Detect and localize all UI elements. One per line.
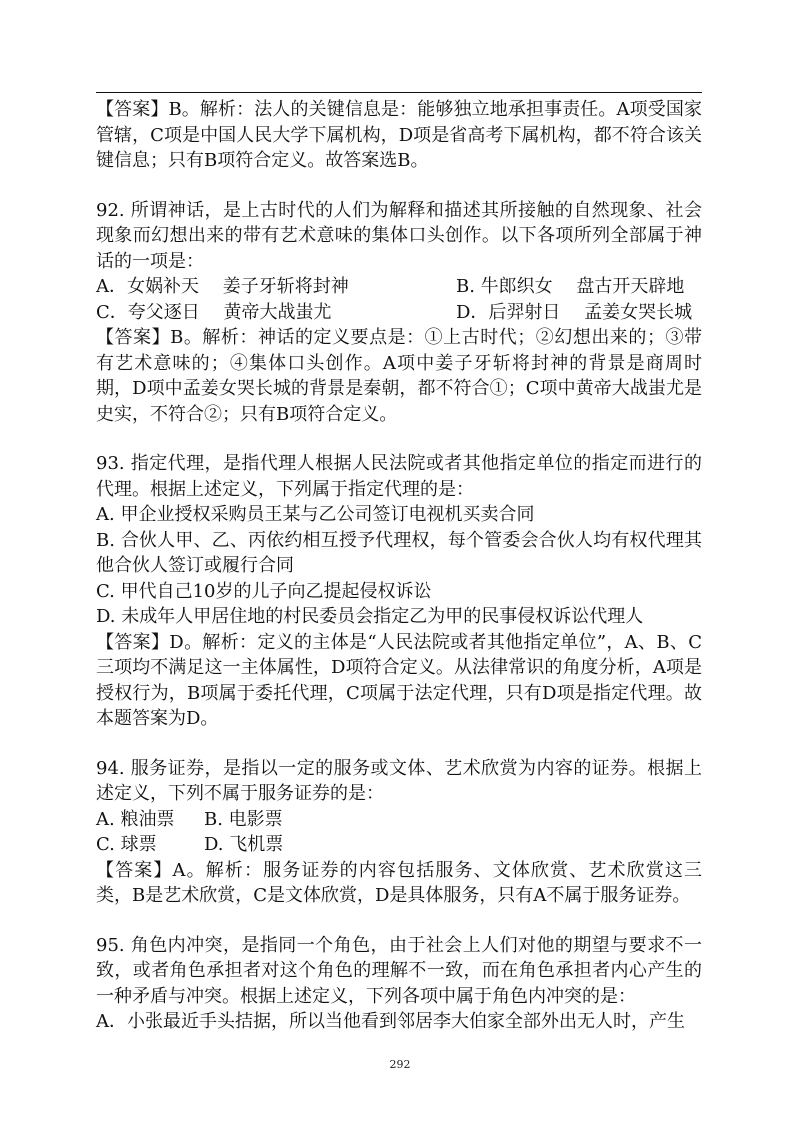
q94-options-row2 [96, 832, 702, 858]
q94-answer: 【答案】A。解析：服务证券的内容包括服务、文体欣赏、艺术欣赏这三类，B是艺术欣赏，C是文体欣赏，D是具体服务，只有A不属于服务证券。 [96, 859, 702, 906]
question-93 [96, 451, 702, 732]
q94-options-row1 [96, 807, 702, 833]
q92-option-b: B. 牛郎织女 盘古开天辟地 [456, 276, 685, 297]
q92-option-d: D．后羿射日 孟姜女哭长城 [456, 301, 693, 323]
q93-option-d: D. 未成年人甲居住地的村民委员会指定乙为甲的民事侵权诉讼代理人 [96, 606, 644, 627]
q94-option-b: B. 电影票 [204, 808, 283, 830]
question-94 [96, 756, 702, 909]
q94-option-a: A. 粮油票 [96, 808, 175, 830]
q94-option-d: D. 飞机票 [204, 834, 284, 855]
question-95 [96, 933, 702, 1035]
q93-answer: 【答案】D。解析：定义的主体是“人民法院或者其他指定单位”，A、B、C三项均不满足这一主体属性，D项符合定义。从法律常识的角度分析，A项是授权行为，B项属于委托代理，C项属于法定代理，只有D项是指定代理。故本题答案为D。 [96, 631, 702, 729]
q94-option-c: C. 球票 [96, 834, 157, 855]
q92-stem: 92. 所谓神话，是上古时代的人们为解释和描述其所接触的自然现象、社会现象而幻想出来的带有艺术意味的集体口头创作。以下各项所列全部属于神话的一项是： [96, 199, 702, 272]
page-number: 292 [389, 1058, 411, 1071]
question-92 [96, 198, 702, 428]
q94-stem: 94. 服务证券，是指以一定的服务或文体、艺术欣赏为内容的证券。根据上述定义，下列不属于服务证券的是： [96, 757, 702, 804]
q93-stem: 93. 指定代理，是指代理人根据人民法院或者其他指定单位的指定而进行的代理。根据上述定义，下列属于指定代理的是： [96, 453, 702, 500]
q92-option-a: A．女娲补天 姜子牙斩将封神 [96, 276, 349, 297]
q91-answer: 【答案】B。解析：法人的关键信息是：能够独立地承担事责任。A项受国家管辖，C项是中国人民大学下属机构，D项是省高考下属机构，都不符合该关键信息；只有B项符合定义。故答案选B。 [96, 99, 702, 171]
document-page [96, 92, 702, 1035]
q92-answer: 【答案】B。解析：神话的定义要点是：①上古时代；②幻想出来的；③带有艺术意味的；④集体口头创作。A项中姜子牙斩将封神的背景是商周时期，D项中孟姜女哭长城的背景是秦朝，都不符合①；C项中黄帝大战蚩尤是史实，不符合②；只有B项符合定义。 [96, 327, 702, 425]
q95-stem: 95. 角色内冲突，是指同一个角色，由于社会上人们对他的期望与要求不一致，或者角色承担者对这个角色的理解不一致，而在角色承担者内心产生的一种矛盾与冲突。根据上述定义，下列各项中属于角色内冲突的是： [96, 934, 702, 1007]
q92-options-row1 [96, 274, 702, 300]
q95-option-a: A．小张最近手头拮据，所以当他看到邻居李大伯家全部外出无人时，产生 [96, 1011, 685, 1032]
q93-option-c: C. 甲代自己10岁的儿子向乙提起侵权诉讼 [96, 580, 432, 602]
q93-option-a: A. 甲企业授权采购员王某与乙公司签订电视机买卖合同 [96, 504, 535, 525]
q93-option-b: B. 合伙人甲、乙、丙依约相互授予代理权，每个管委会合伙人均有权代理其他合伙人签订或履行合同 [96, 529, 702, 576]
q92-option-c: C．夸父逐日 黄帝大战蚩尤 [96, 301, 332, 323]
q92-options-row2 [96, 300, 702, 326]
header-rule [96, 92, 702, 93]
